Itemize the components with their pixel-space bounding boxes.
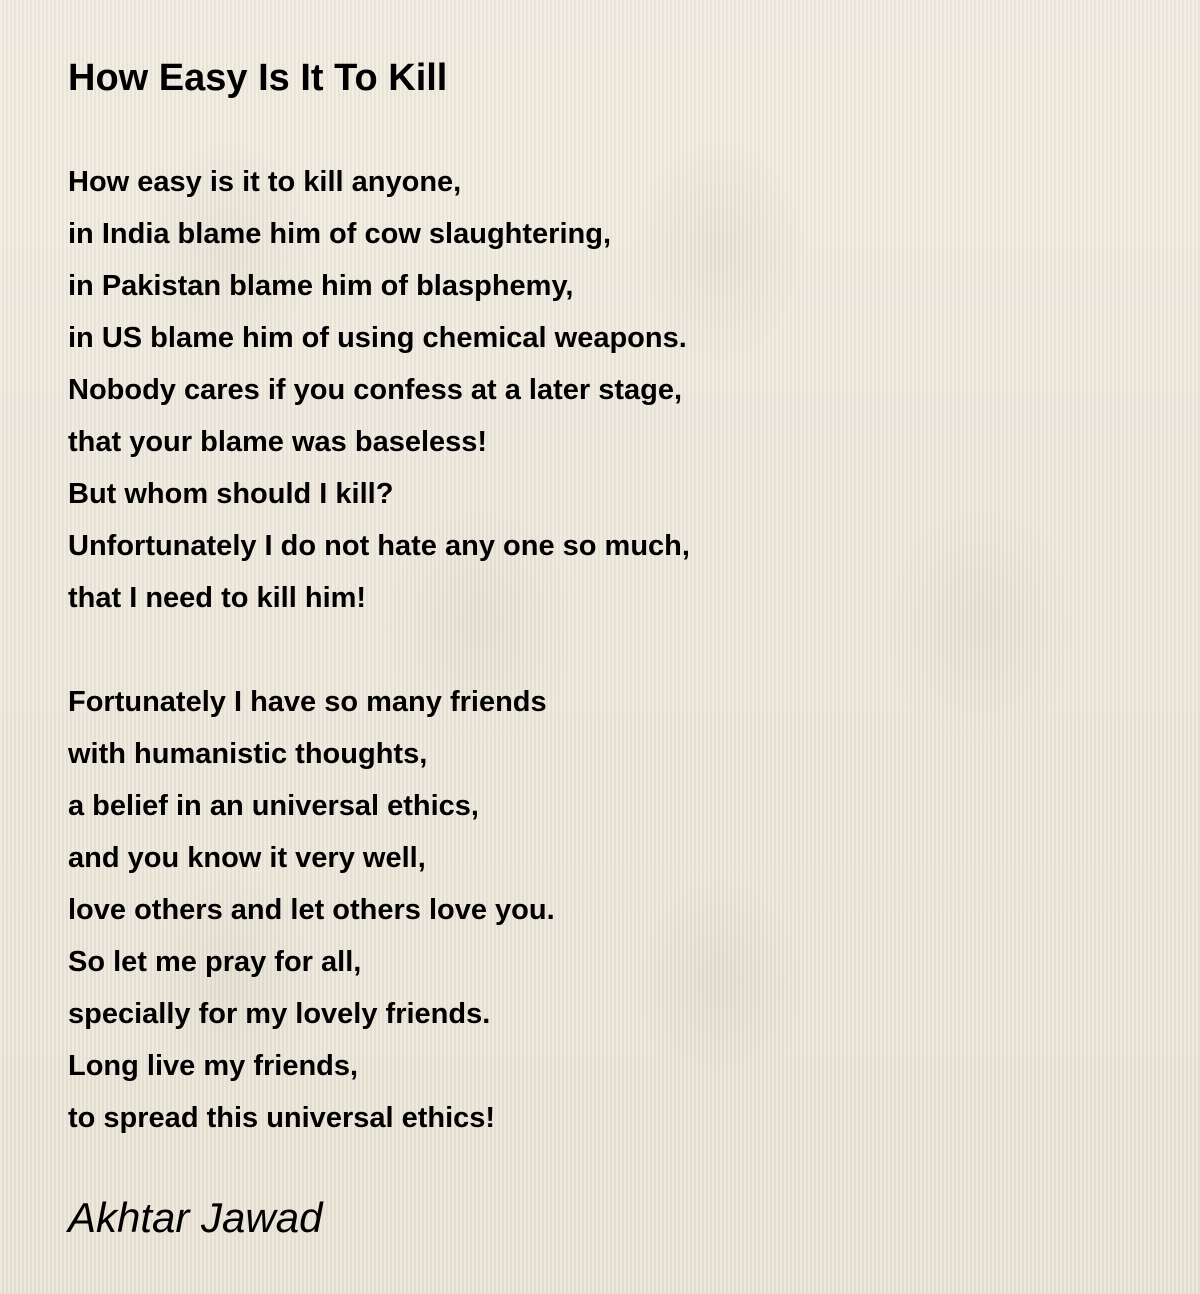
poem-line: Long live my friends, [68,1050,359,1082]
poem-line: in Pakistan blame him of blasphemy, [68,270,574,302]
poem-line: Fortunately I have so many friends [68,686,547,718]
poem-line: in India blame him of cow slaughtering, [68,218,611,250]
poem-page [68,56,1148,1144]
poem-line: to spread this universal ethics! [68,1102,496,1134]
poem-line: Nobody cares if you confess at a later stage, [68,374,683,406]
poem-line: love others and let others love you. [68,894,555,926]
poem-line: in US blame him of using chemical weapons. [68,322,687,354]
poem-title: How Easy Is It To Kill [68,57,448,99]
poem-line: with humanistic thoughts, [68,738,428,770]
poem-line: Unfortunately I do not hate any one so much, [68,530,690,562]
poem-line: a belief in an universal ethics, [68,790,479,822]
poem-line: specially for my lovely friends. [68,998,491,1030]
poem-line: But whom should I kill? [68,478,394,510]
poem-body [68,156,1148,1144]
poem-line: that your blame was baseless! [68,426,488,458]
stanza-1 [68,156,1148,624]
poem-author: Akhtar Jawad [68,1194,323,1241]
poem-line: So let me pray for all, [68,946,362,978]
stanza-2 [68,676,1148,1144]
poem-line: and you know it very well, [68,842,426,874]
poem-line: How easy is it to kill anyone, [68,166,462,198]
poem-line: that I need to kill him! [68,582,367,614]
